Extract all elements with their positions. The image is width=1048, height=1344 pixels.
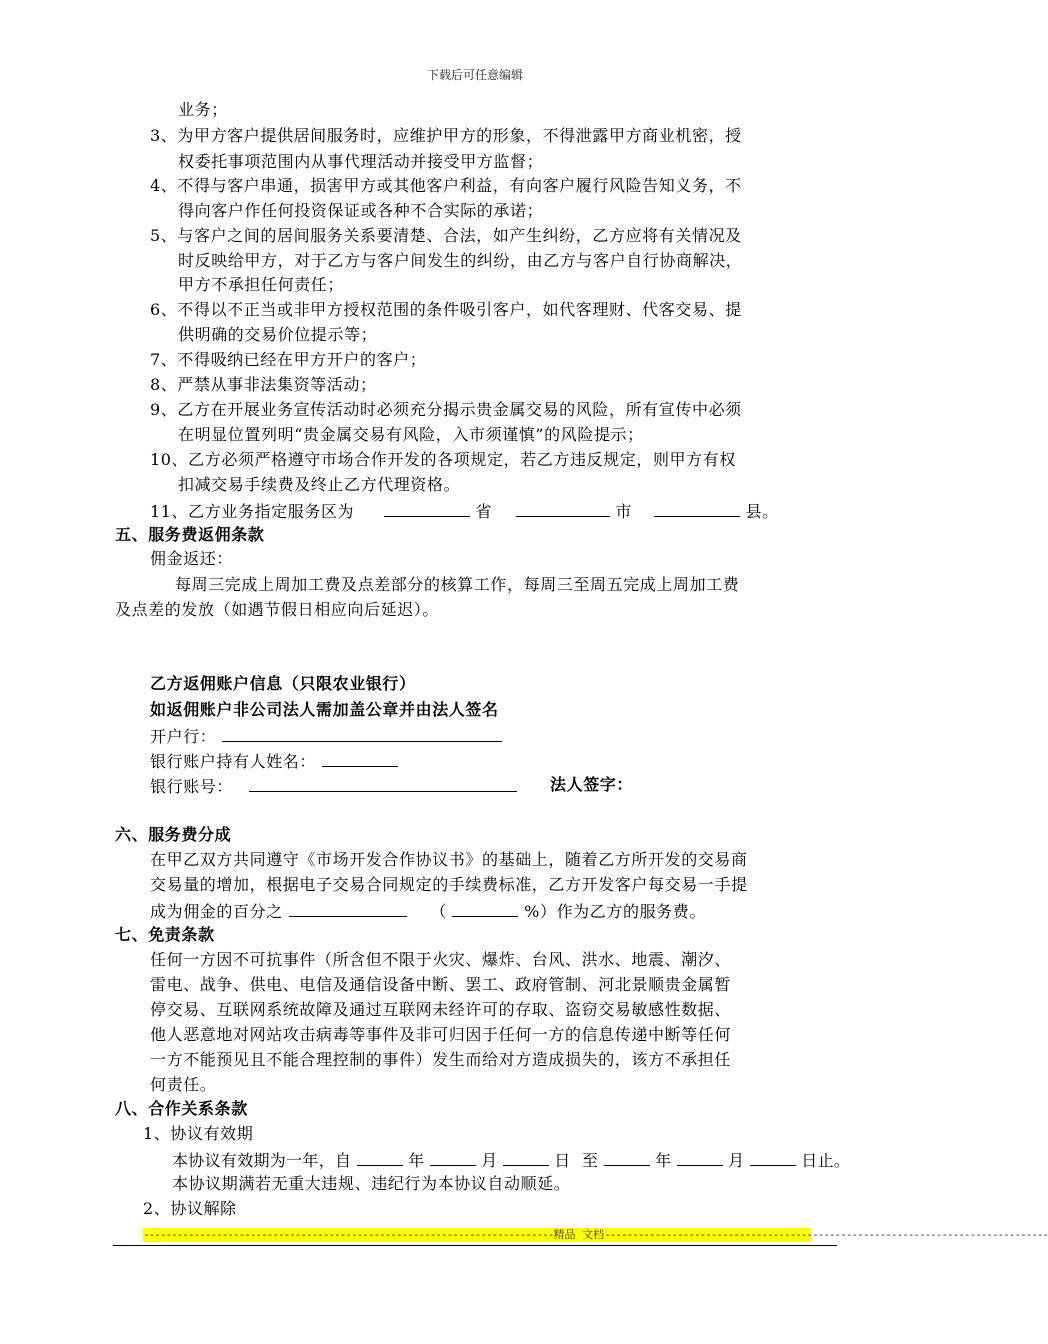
item5-line2: 时反映给甲方，对于乙方与客户间发生的纠纷，由乙方与客户自行协商解决， [178,251,743,270]
item7: 7、不得吸纳已经在甲方开户的客户； [150,350,427,369]
clause7-line2: 雷电、战争、供电、电信及通信设备中断、罢工、政府管制、河北景顺贵金属暂 [150,975,732,994]
clause7-line1: 任何一方因不可抗事件（所含但不限于火灾、爆炸、台风、洪水、地震、潮汐、 [150,950,732,969]
start-month-blank[interactable] [430,1149,476,1166]
footer-rule [113,1245,837,1246]
bank-field[interactable] [222,725,502,742]
percentage-number-blank[interactable] [452,900,518,917]
end-month-label: 月 [728,1151,745,1170]
end-day-blank[interactable] [750,1149,796,1166]
city-label: 市 [615,502,633,521]
holder-label: 银行账户持有人姓名： [150,752,317,771]
account-title1: 乙方返佣账户信息（只限农业银行） [150,674,416,693]
page-header: 下载后可任意编辑 [426,68,523,82]
footer-dashes-right: ------------------------------------------------------------------------------- [604,1228,1048,1241]
account-number-field[interactable] [249,775,517,792]
item9-line2: 在明显位置列明“贵金属交易有风险，入市须谨慎”的风险提示； [178,425,644,444]
city-blank[interactable] [516,500,610,517]
province-blank[interactable] [384,500,470,517]
bank-label: 开户行： [150,727,217,746]
item6-line1: 6、不得以不正当或非甲方授权范围的条件吸引客户，如代客理财、代客交易、提 [150,300,742,319]
clause7-line4: 他人恶意地对网站攻击病毒等事件及非可归因于任何一方的信息传递中断等任何 [150,1025,732,1044]
item8: 8、严禁从事非法集资等活动； [150,375,377,394]
item3-line2: 权委托事项范围内从事代理活动并接受甲方监督； [178,152,544,171]
item6-line2: 供明确的交易价位提示等； [178,325,378,344]
clause7-line3: 停交易、互联网系统故障及通过互联网未经许可的存取、盗窃交易敏感性数据、 [150,1000,732,1019]
validity-prefix: 本协议有效期为一年，自 [172,1151,352,1170]
clause6-title: 六、服务费分成 [115,825,232,844]
item2-continuation: 业务； [178,100,228,119]
end-year-label: 年 [655,1151,672,1170]
clause7-title: 七、免责条款 [115,925,215,944]
clause6-line3-a: 成为佣金的百分之 [150,902,283,921]
clause5-title: 五、服务费返佣条款 [115,525,265,544]
clause5-subtitle: 佣金返还： [150,549,234,568]
account-number-label: 银行账号： [150,777,234,796]
item11-prefix: 11、乙方业务指定服务区为 [150,502,355,521]
clause6-line3-b: （ [430,902,447,921]
start-year-label: 年 [408,1151,425,1170]
footer-text: 精品 文档 [553,1228,605,1241]
clause6-line3 [150,900,706,922]
clause8-sub1: 1、协议有效期 [143,1124,254,1143]
item9-line1: 9、乙方在开展业务宣传活动时必须充分揭示贵金属交易的风险，所有宣传中必须 [150,400,742,419]
clause5-para-line1: 每周三完成上周加工费及点差部分的核算工作，每周三至周五完成上周加工费 [175,575,740,594]
holder-field[interactable] [322,750,398,767]
to-label: 至 [581,1151,599,1170]
account-number-row [150,775,517,797]
item10-line2: 扣减交易手续费及终止乙方代理资格。 [178,475,461,494]
clause6-line3-c: %）作为乙方的服务费。 [524,902,706,921]
footer-highlight-band [143,1228,1048,1242]
clause8-title: 八、合作关系条款 [115,1099,248,1118]
item11-service-area [150,500,779,522]
item5-line1: 5、与客户之间的居间服务关系要清楚、合法，如产生纠纷，乙方应将有关情况及 [150,226,742,245]
footer-dashes-left: ------------------------------------------------------------------------- [143,1228,554,1241]
end-label: 日止。 [801,1151,851,1170]
item3-line1: 3、为甲方客户提供居间服务时，应维护甲方的形象，不得泄露甲方商业机密，授 [150,126,742,145]
item10-line1: 10、乙方必须严格遵守市场合作开发的各项规定，若乙方违反规定，则甲方有权 [150,450,736,469]
clause8-sub2: 2、协议解除 [143,1199,237,1218]
percentage-words-blank[interactable] [289,900,407,917]
province-label: 省 [475,502,493,521]
item4-line1: 4、不得与客户串通，损害甲方或其他客户利益，有向客户履行风险告知义务，不 [150,176,742,195]
end-year-blank[interactable] [604,1149,650,1166]
item5-line3: 甲方不承担任何责任； [178,275,345,294]
start-day-blank[interactable] [503,1149,549,1166]
county-label: 县。 [745,502,779,521]
legal-sign-label: 法人签字： [550,775,634,794]
clause6-line1: 在甲乙双方共同遵守《市场开发合作协议书》的基础上，随着乙方所开发的交易商 [150,850,748,869]
item4-line2: 得向客户作任何投资保证或各种不合实际的承诺； [178,201,544,220]
holder-row [150,750,398,772]
start-month-label: 月 [481,1151,498,1170]
bank-row [150,725,502,747]
start-year-blank[interactable] [357,1149,403,1166]
start-day-label: 日 [554,1151,571,1170]
end-month-blank[interactable] [677,1149,723,1166]
county-blank[interactable] [654,500,740,517]
account-title2: 如返佣账户非公司法人需加盖公章并由法人签名 [150,700,499,719]
clause7-line6: 何责任。 [150,1075,217,1094]
clause6-line2: 交易量的增加，根据电子交易合同规定的手续费标准，乙方开发客户每交易一手提 [150,875,748,894]
auto-renew-text: 本协议期满若无重大违规、违纪行为本协议自动顺延。 [172,1174,571,1193]
clause7-line5: 一方不能预见且不能合理控制的事件）发生而给对方造成损失的，该方不承担任 [150,1050,732,1069]
validity-period-row [172,1149,850,1171]
clause5-para-line2: 及点差的发放（如遇节假日相应向后延迟）。 [115,600,440,619]
